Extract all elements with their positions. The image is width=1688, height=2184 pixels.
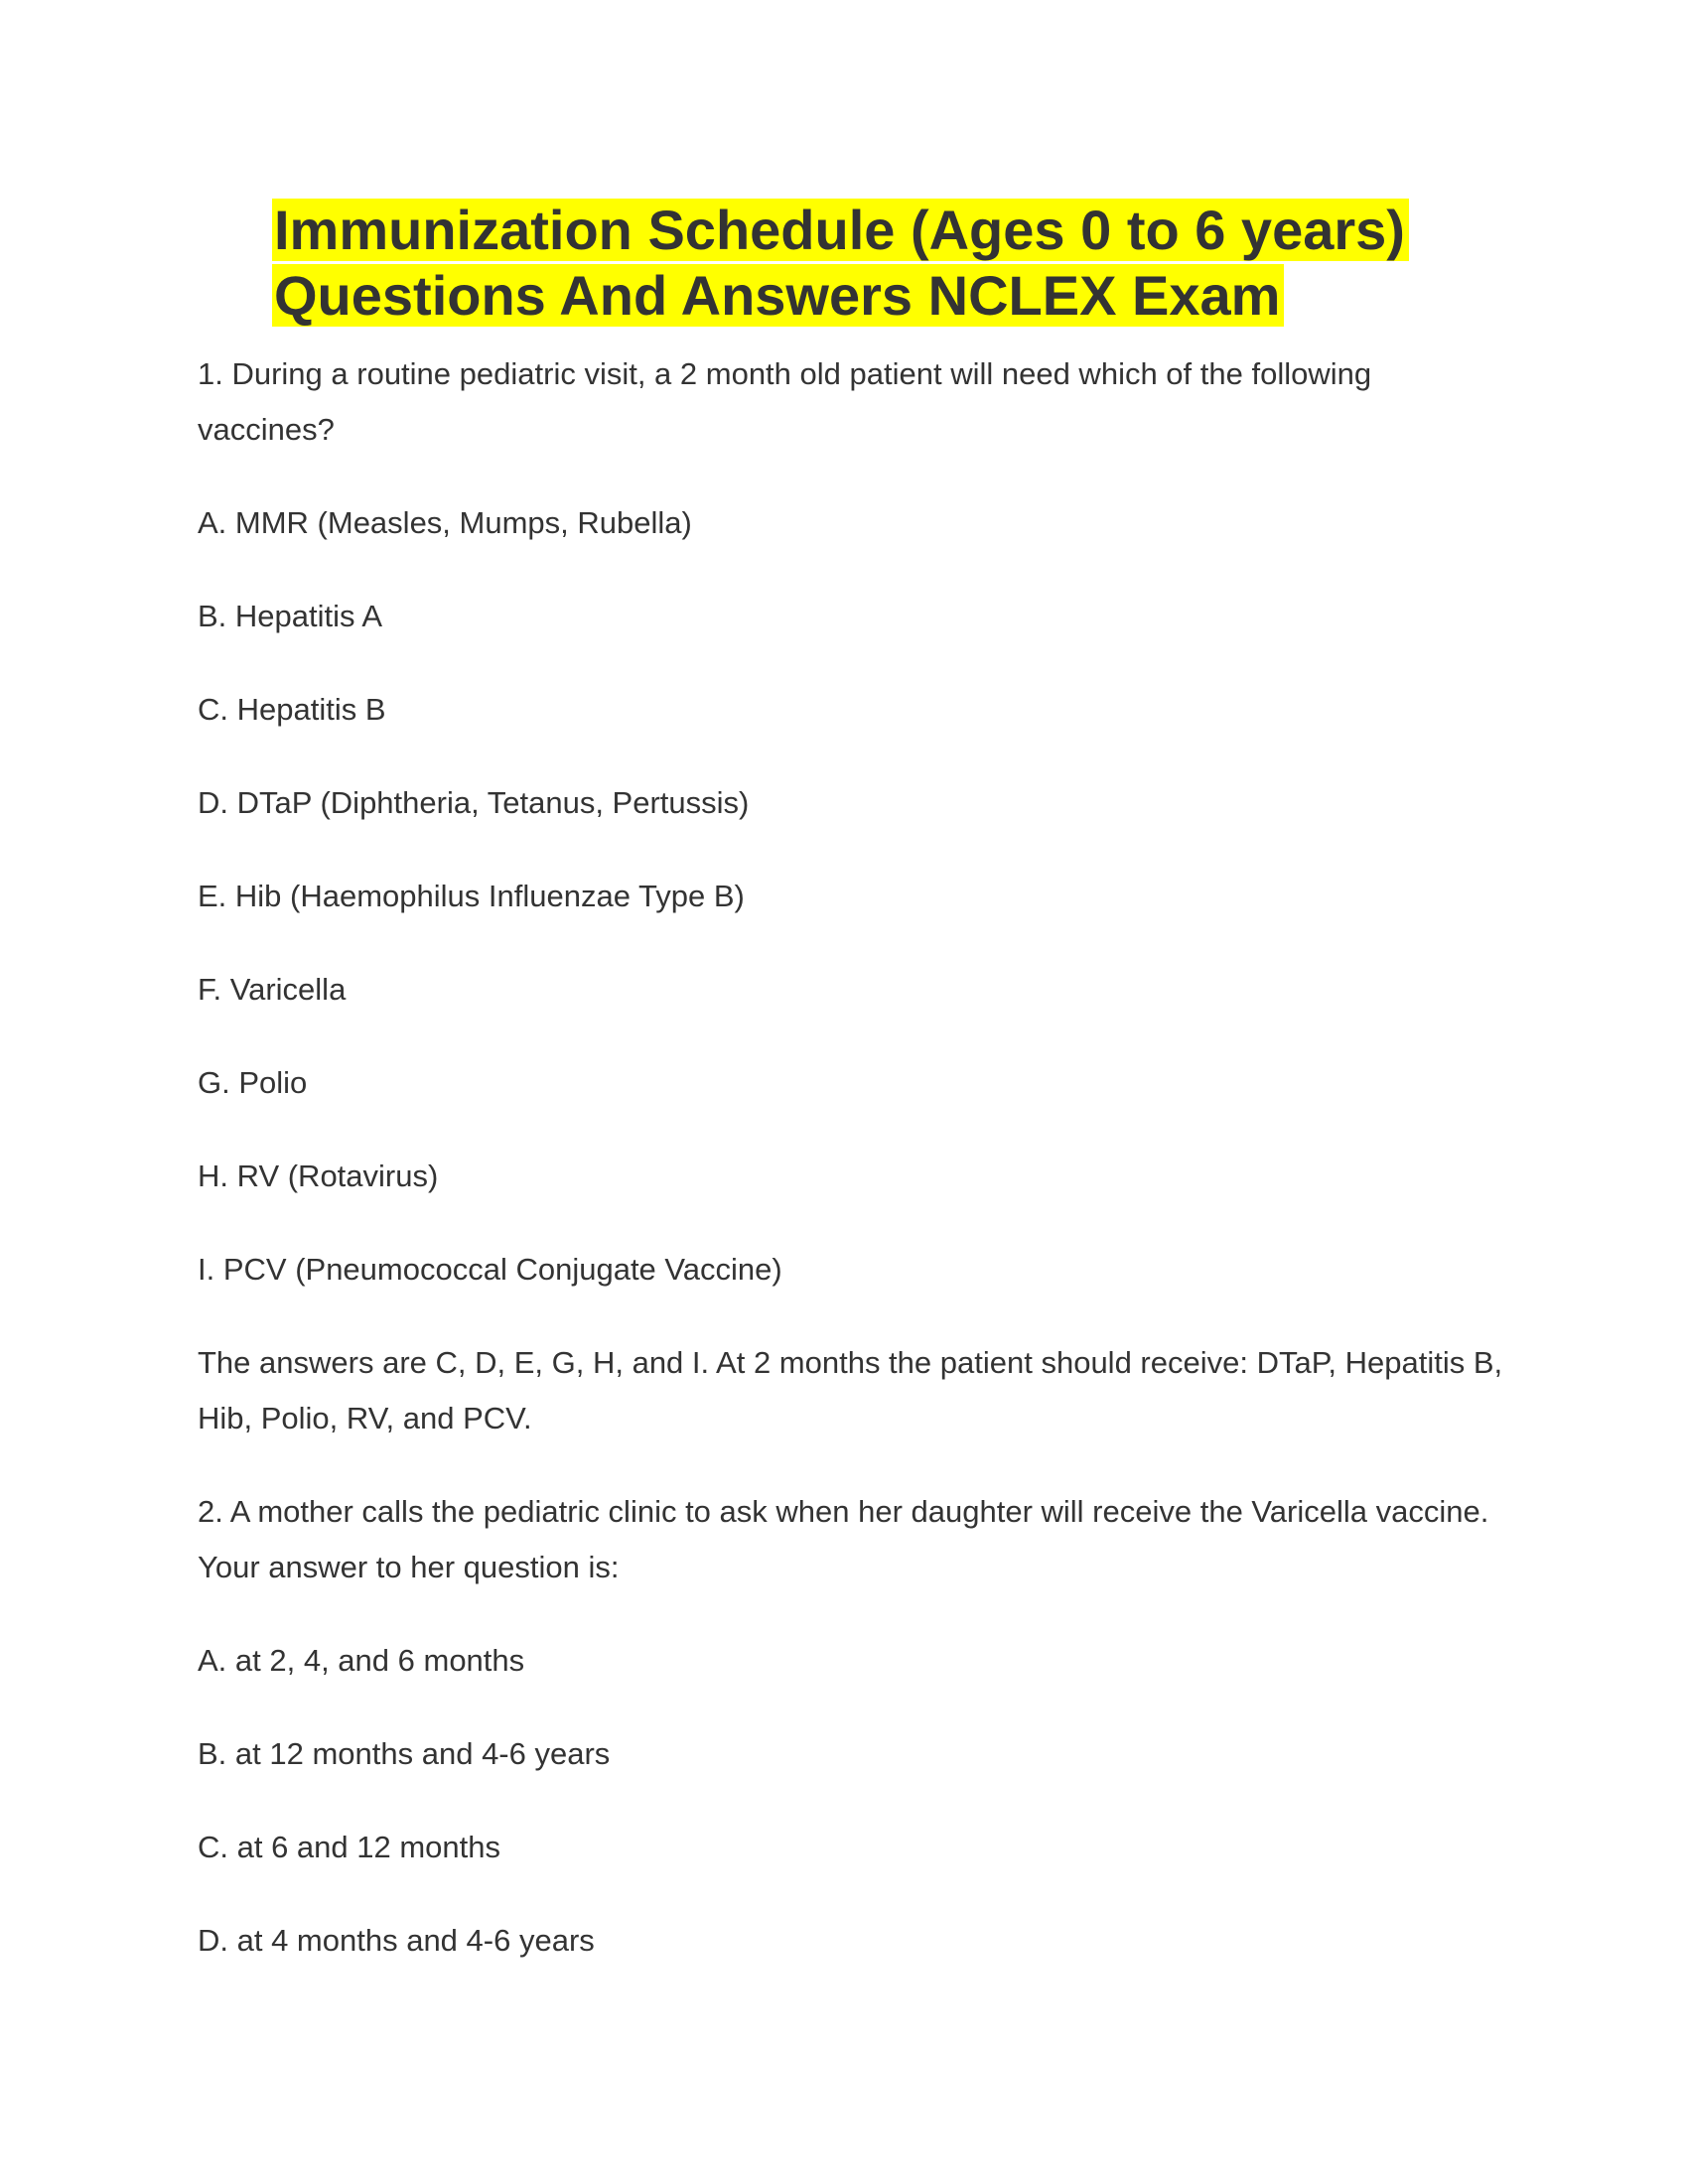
q1-answer: The answers are C, D, E, G, H, and I. At 2 months the patient should receive: DTaP, Hepatitis B, Hib, Polio, RV, and PCV. [198,1345,1503,1435]
q1-option-h: H. RV (Rotavirus) [198,1159,439,1193]
document-title [272,198,1528,329]
q1-option-a: A. MMR (Measles, Mumps, Rubella) [198,505,692,540]
q2-option-c: C. at 6 and 12 months [198,1830,501,1864]
document-body [198,346,1508,1969]
question-1: 1. During a routine pediatric visit, a 2 month old patient will need which of the following vaccines? [198,356,1372,447]
q1-option-c: C. Hepatitis B [198,692,386,727]
q1-option-g: G. Polio [198,1065,308,1100]
q1-option-b: B. Hepatitis A [198,599,383,633]
title-line-2: Questions And Answers NCLEX Exam [272,264,1284,327]
q1-option-e: E. Hib (Haemophilus Influenzae Type B) [198,879,745,913]
title-line-1: Immunization Schedule (Ages 0 to 6 years) [272,199,1409,261]
q1-option-f: F. Varicella [198,972,347,1007]
q1-option-d: D. DTaP (Diphtheria, Tetanus, Pertussis) [198,785,750,820]
q2-option-b: B. at 12 months and 4-6 years [198,1736,611,1771]
question-2: 2. A mother calls the pediatric clinic to ask when her daughter will receive the Varicella vaccine. Your answer to her question is: [198,1494,1489,1584]
q1-option-i: I. PCV (Pneumococcal Conjugate Vaccine) [198,1252,782,1287]
q2-option-a: A. at 2, 4, and 6 months [198,1643,525,1678]
document-page [198,198,1528,2006]
q2-option-d: D. at 4 months and 4-6 years [198,1923,595,1958]
